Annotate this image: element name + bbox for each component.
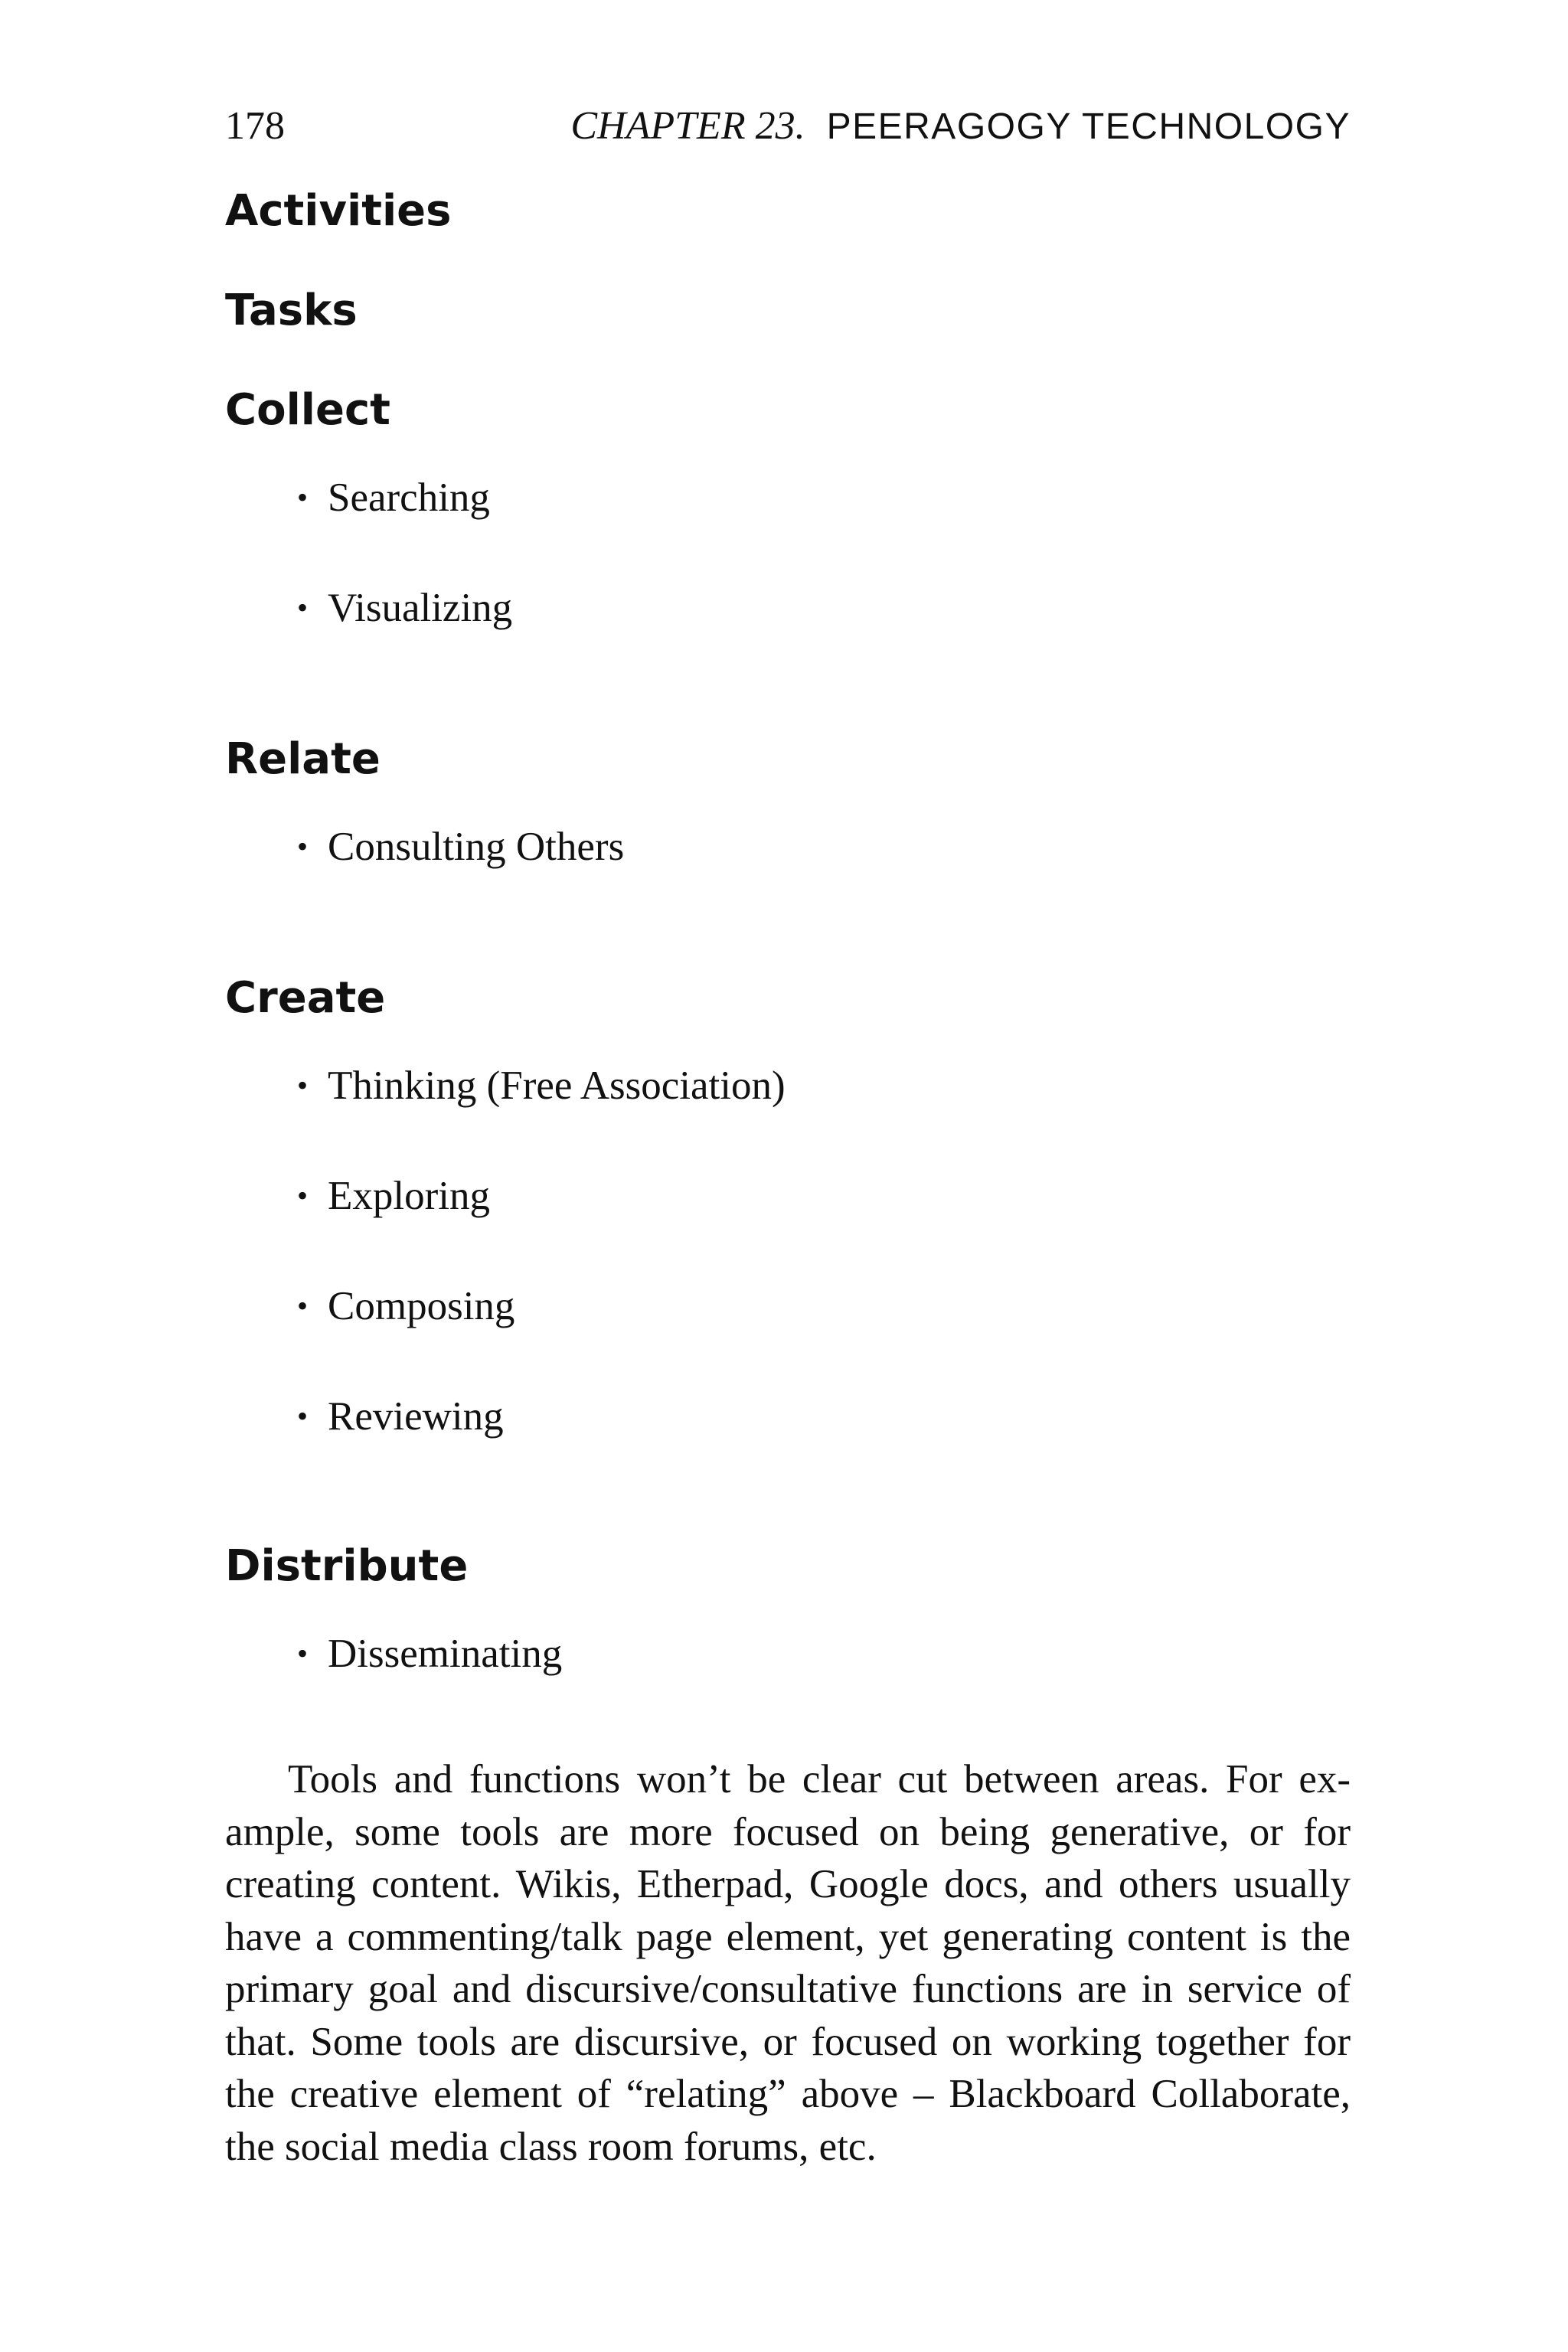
- chapter-title: [570, 100, 1351, 154]
- bullet-icon: •: [297, 1068, 309, 1102]
- page-number: 178: [225, 104, 285, 148]
- body-paragraph: Tools and functions won’t be clear cut between areas. For example, some tools are more focused on being generative, or for creating content. Wikis, Etherpad, Google docs, and others usually have a commenting/talk page element, yet generating content is the primary goal and discursive/consultative functions are in service of that. Some tools are discursive, or focused on working together for the creative element of “relating” above – Blackboard Collaborate, the social media class room forums, etc.: [225, 1757, 1351, 2169]
- list-item: [297, 1279, 1346, 1389]
- heading-activities: Activities: [225, 186, 452, 236]
- list-item-text: Reviewing: [328, 1394, 504, 1439]
- page: [225, 100, 1351, 2289]
- distribute-list: [297, 1626, 1346, 1681]
- running-header: [225, 100, 1351, 153]
- list-item-text: Exploring: [328, 1174, 490, 1218]
- list-item: [297, 1058, 1346, 1168]
- list-item: [297, 580, 1346, 635]
- bullet-icon: •: [297, 829, 309, 864]
- list-item: [297, 1168, 1346, 1279]
- bullet-icon: •: [297, 1178, 309, 1213]
- list-item: [297, 1389, 1346, 1444]
- list-item: [297, 470, 1346, 580]
- chapter-name: PEERAGOGY TECHNOLOGY: [826, 106, 1351, 147]
- heading-tasks: Tasks: [225, 286, 358, 335]
- bullet-icon: •: [297, 480, 309, 514]
- heading-relate: Relate: [225, 734, 381, 784]
- list-item-text: Thinking (Free Association): [328, 1063, 786, 1108]
- list-item-text: Disseminating: [328, 1632, 563, 1676]
- list-item: [297, 1626, 1346, 1681]
- list-item: [297, 819, 1346, 874]
- heading-distribute: Distribute: [225, 1541, 469, 1591]
- heading-collect: Collect: [225, 385, 390, 435]
- list-item-text: Consulting Others: [328, 825, 625, 869]
- list-item-text: Composing: [328, 1284, 515, 1328]
- chapter-label: CHAPTER 23.: [570, 104, 805, 148]
- bullet-icon: •: [297, 590, 309, 625]
- list-item-text: Searching: [328, 475, 490, 520]
- bullet-icon: •: [297, 1636, 309, 1671]
- bullet-icon: •: [297, 1289, 309, 1323]
- bullet-icon: •: [297, 1399, 309, 1433]
- collect-list: [297, 470, 1346, 635]
- create-list: [297, 1058, 1346, 1444]
- list-item-text: Visualizing: [328, 586, 513, 630]
- relate-list: [297, 819, 1346, 874]
- heading-create: Create: [225, 973, 386, 1023]
